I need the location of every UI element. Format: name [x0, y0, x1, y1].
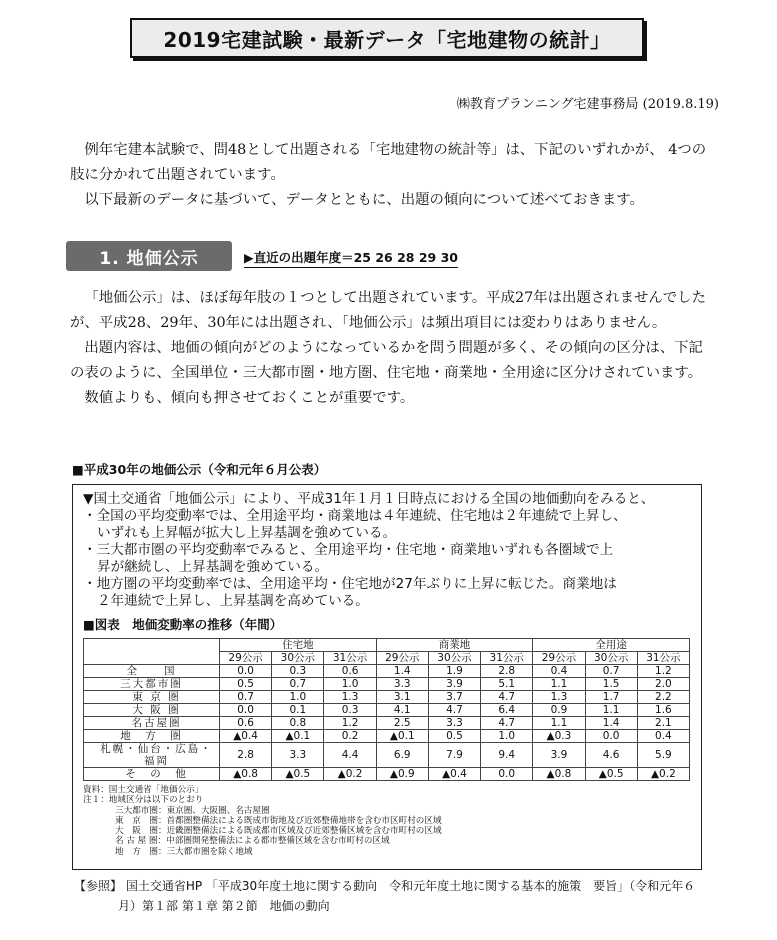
body-paragraph: 「地価公示」は、ほぼ毎年肢の１つとして出題されています。平成27年は出題されませんでしたが、平成28、29年、30年には出題され、「地価公示」は頻出項目には変わりはありません。	[70, 290, 706, 331]
table-cell: 0.3	[272, 665, 324, 678]
table-cell: 0.5	[220, 678, 272, 691]
source-note-line: 東 京 圏：首都圏整備法による既成市街地及び近郊整備地帯を含む市区町村の区域	[115, 815, 442, 826]
figure-title: ■図表 地価変動率の推移（年間）	[83, 617, 283, 632]
table-row-label: 全 国	[84, 665, 220, 678]
section-heading-label: 1. 地価公示	[99, 248, 199, 269]
table-cell: 5.9	[637, 743, 689, 768]
table-cell: ▲0.1	[272, 730, 324, 743]
reference-line: 【参照】 国土交通省HP 「平成30年度土地に関する動向 令和元年度土地に関する基本的施策 要旨」（令和元年６	[74, 879, 696, 893]
table-cell: 3.3	[272, 743, 324, 768]
section-exam-years: ▶直近の出題年度＝25 26 28 29 30	[244, 248, 458, 268]
source-note-line: 名 古 屋 圏：中部圏開発整備法による都市整備区域を含む市町村の区域	[115, 836, 390, 847]
table-cell: 0.1	[272, 704, 324, 717]
table-row-label: 名古屋圏	[84, 717, 220, 730]
table-cell: ▲0.3	[533, 730, 585, 743]
table-row-label: そ の 他	[84, 768, 220, 781]
table-cell: 0.7	[272, 678, 324, 691]
trend-notes	[83, 491, 691, 610]
intro-paragraph: 例年宅建本試験で、問48として出題される「宅地建物の統計等」は、下記のいずれかが、 4つの肢に分かれて出題されています。	[70, 142, 707, 183]
trend-note-line: ・三大都市圏の平均変動率でみると、全用途平均・住宅地・商業地いずれも各圏域で上	[83, 542, 614, 558]
table-cell: 1.2	[637, 665, 689, 678]
table-row	[84, 704, 690, 717]
table-group-header: 住宅地	[220, 639, 377, 652]
table-column-header: 31公示	[324, 652, 376, 665]
table-column-header: 29公示	[533, 652, 585, 665]
table-cell: 3.7	[428, 691, 480, 704]
table-cell: 2.5	[376, 717, 428, 730]
table-cell: 1.7	[585, 691, 637, 704]
table-cell: 3.1	[376, 691, 428, 704]
table-cell: 0.4	[637, 730, 689, 743]
table-caption: ■平成30年の地価公示（令和元年６月公表）	[72, 462, 327, 477]
table-cell: 3.9	[428, 678, 480, 691]
table-cell: ▲0.8	[533, 768, 585, 781]
table-cell: 0.5	[428, 730, 480, 743]
reference-block	[74, 876, 714, 916]
table-cell: 0.2	[324, 730, 376, 743]
table-cell: ▲0.4	[220, 730, 272, 743]
table-cell: ▲0.5	[272, 768, 324, 781]
table-cell: 6.9	[376, 743, 428, 768]
intro-paragraphs	[70, 138, 714, 213]
table-cell: 4.4	[324, 743, 376, 768]
source-note-line: 資料：国土交通省「地価公示」	[83, 785, 204, 795]
source-note-line: 地 方 圏：三大都市圏を除く地域	[115, 846, 253, 857]
table-row	[84, 665, 690, 678]
table-row	[84, 717, 690, 730]
table-cell: 0.6	[324, 665, 376, 678]
body-paragraph: 出題内容は、地価の傾向がどのようになっているかを問う問題が多く、その傾向の区分は、下記の表のように、全国単位・三大都市圏・地方圏、住宅地・商業地・全用途に区分けされています。	[70, 340, 703, 381]
table-cell: 1.3	[324, 691, 376, 704]
trend-note-line: ・全国の平均変動率では、全用途平均・商業地は４年連続、住宅地は２年連続で上昇し、	[83, 508, 627, 524]
table-cell: 0.0	[481, 768, 533, 781]
table-column-header: 31公示	[637, 652, 689, 665]
table-cell: 4.7	[481, 717, 533, 730]
table-cell: ▲0.5	[585, 768, 637, 781]
table-row	[84, 730, 690, 743]
table-cell: 9.4	[481, 743, 533, 768]
author-line: ㈱教育プランニング宅建事務局 (2019.8.19)	[456, 97, 719, 112]
table-cell: 2.2	[637, 691, 689, 704]
table-cell: 1.0	[324, 678, 376, 691]
page-title	[130, 18, 644, 58]
table-cell: 0.7	[220, 691, 272, 704]
body-paragraph: 数値よりも、傾向も押させておくことが重要です。	[84, 390, 415, 406]
data-frame	[72, 484, 702, 870]
table-cell: 1.6	[637, 704, 689, 717]
table-column-header: 29公示	[376, 652, 428, 665]
table-cell: ▲0.1	[376, 730, 428, 743]
table-cell: 0.7	[585, 665, 637, 678]
table-cell: 5.1	[481, 678, 533, 691]
table-cell: 1.2	[324, 717, 376, 730]
table-cell: 4.7	[428, 704, 480, 717]
table-row	[84, 743, 690, 768]
table-column-header: 31公示	[481, 652, 533, 665]
table-cell: 1.9	[428, 665, 480, 678]
body-paragraphs	[70, 286, 714, 411]
table-cell: ▲0.9	[376, 768, 428, 781]
table-cell: 3.3	[376, 678, 428, 691]
table-row-label: 大 阪 圏	[84, 704, 220, 717]
table-row	[84, 768, 690, 781]
table-cell: 1.1	[533, 717, 585, 730]
table-cell: 0.4	[533, 665, 585, 678]
table-column-header: 30公示	[272, 652, 324, 665]
table-cell: 1.1	[585, 704, 637, 717]
trend-note-line: ・地方圏の平均変動率では、全用途平均・住宅地が27年ぶりに上昇に転じた。商業地は	[83, 576, 617, 592]
table-cell: 1.3	[533, 691, 585, 704]
table-cell: 1.5	[585, 678, 637, 691]
source-note-line: 三大都市圏：東京圏、大阪圏、名古屋圏	[115, 805, 270, 816]
table-cell: 0.0	[585, 730, 637, 743]
table-cell: 0.6	[220, 717, 272, 730]
trend-note-line: 昇が継続し、上昇基調を強めている。	[97, 559, 329, 575]
table-cell: 3.9	[533, 743, 585, 768]
table-column-header: 29公示	[220, 652, 272, 665]
table-sources	[83, 785, 683, 857]
table-column-header: 30公示	[585, 652, 637, 665]
table-row	[84, 678, 690, 691]
trend-note-line: いずれも上昇幅が拡大し上昇基調を強めている。	[97, 525, 397, 541]
table-cell: 4.1	[376, 704, 428, 717]
table-cell: ▲0.2	[324, 768, 376, 781]
table-cell: 0.9	[533, 704, 585, 717]
table-cell: 0.0	[220, 665, 272, 678]
page-title-text: 2019宅建試験・最新データ「宅地建物の統計」	[163, 27, 611, 52]
table-cell: ▲0.2	[637, 768, 689, 781]
table-cell: 2.1	[637, 717, 689, 730]
table-cell: 0.0	[220, 704, 272, 717]
table-group-header: 全用途	[533, 639, 690, 652]
table-row	[84, 691, 690, 704]
table-cell: 1.4	[585, 717, 637, 730]
table-cell: 2.0	[637, 678, 689, 691]
source-note-line: 注１：地域区分は以下のとおり	[83, 795, 204, 806]
table-cell: ▲0.4	[428, 768, 480, 781]
section-heading	[66, 241, 232, 271]
trend-note-line: ２年連続で上昇し、上昇基調を高めている。	[97, 593, 369, 609]
table-cell: 1.0	[272, 691, 324, 704]
table-corner-cell	[84, 639, 220, 665]
table-cell: 1.4	[376, 665, 428, 678]
table-row-label: 地 方 圏	[84, 730, 220, 743]
table-cell: 4.7	[481, 691, 533, 704]
table-row-label: 札幌・仙台・広島・福岡	[84, 743, 220, 768]
table-cell: ▲0.8	[220, 768, 272, 781]
table-cell: 7.9	[428, 743, 480, 768]
reference-line: 月）第１部 第１章 第２節 地価の動向	[118, 899, 330, 913]
table-cell: 4.6	[585, 743, 637, 768]
intro-paragraph: 以下最新のデータに基づいて、データとともに、出題の傾向について述べておきます。	[84, 192, 644, 208]
table-cell: 1.0	[481, 730, 533, 743]
table-group-header: 商業地	[376, 639, 533, 652]
table-cell: 2.8	[220, 743, 272, 768]
table-cell: 0.3	[324, 704, 376, 717]
table-row-label: 東 京 圏	[84, 691, 220, 704]
land-price-table	[83, 638, 690, 781]
table-cell: 6.4	[481, 704, 533, 717]
source-note-line: 大 阪 圏：近畿圏整備法による既成都市区域及び近郊整備区域を含む市町村の区域	[115, 826, 442, 837]
table-cell: 3.3	[428, 717, 480, 730]
table-column-header: 30公示	[428, 652, 480, 665]
trend-note-line: ▼国土交通省「地価公示」により、平成31年１月１日時点における全国の地価動向をみると、	[83, 491, 655, 507]
table-row-label: 三大都市圏	[84, 678, 220, 691]
table-cell: 2.8	[481, 665, 533, 678]
table-cell: 0.8	[272, 717, 324, 730]
table-cell: 1.1	[533, 678, 585, 691]
